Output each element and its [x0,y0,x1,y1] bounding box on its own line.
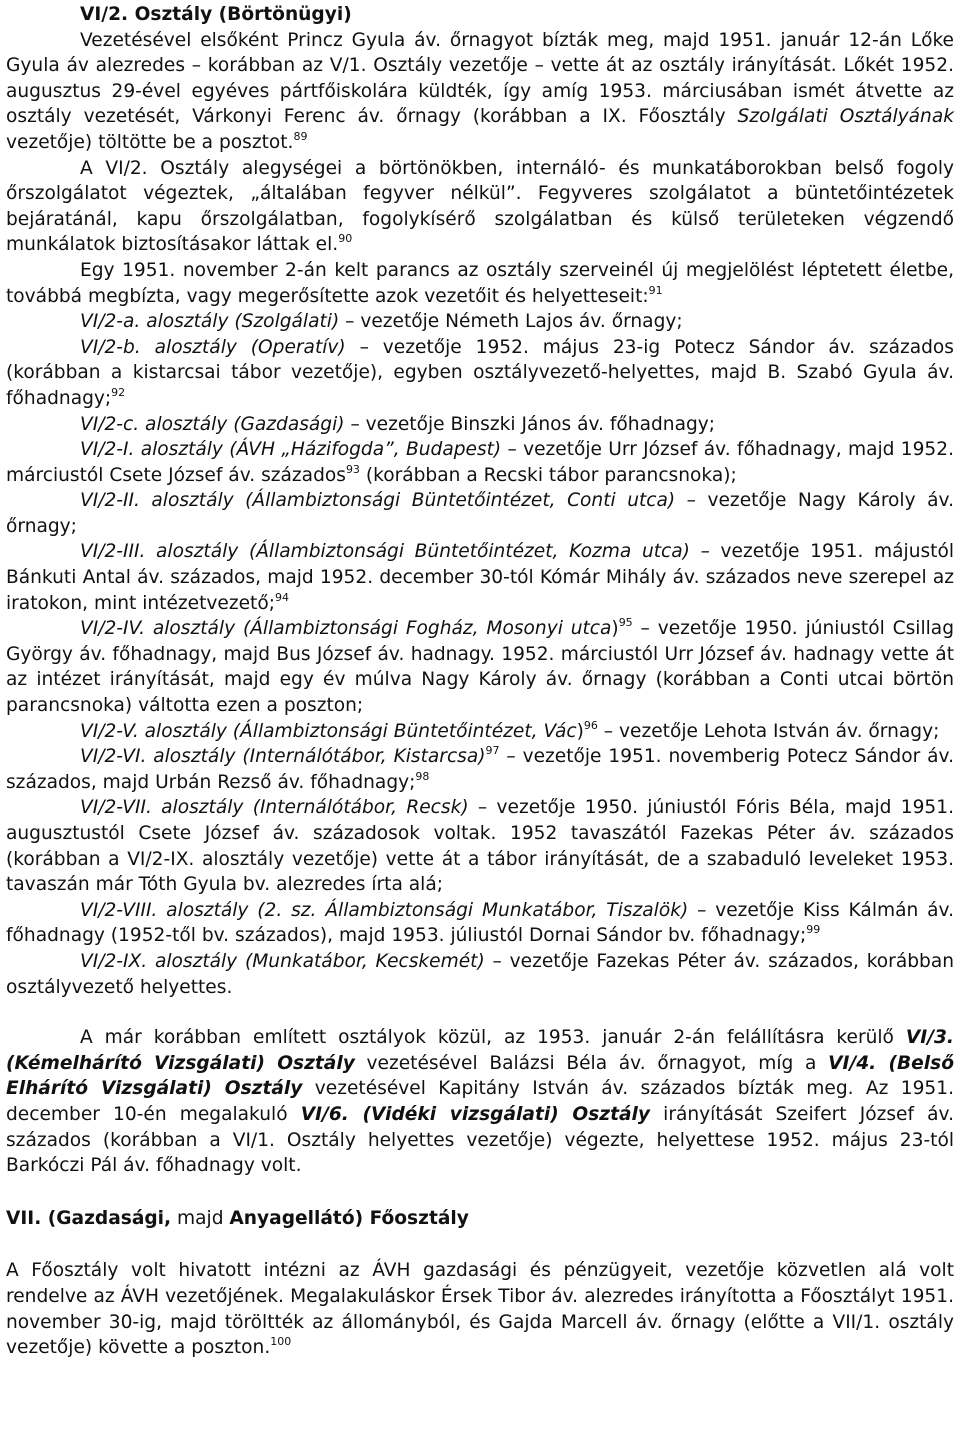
paragraph-text: A VI/2. Osztály alegységei a börtönökben, internáló- és munkatáborokban belső fogoly őrszolgálatot végeztek, „általában fegyver nélkül”. Fegyveres szolgálatot a büntetőintézetek bejáratánál, kapu őrszolgálatban, fogolykísérő szolgálatban és külső területeken végzendő munkálatok biztosításakor láttak el. [6,157,954,256]
unit-vi2-a [6,309,954,335]
unit-name-vi6: VI/6. (Vidéki vizsgálati) Osztály [300,1103,651,1125]
unit-text: – vezetője Németh Lajos áv. őrnagy; [339,311,683,333]
unit-text: – vezetője 1952. május 23-ig Potecz Sándor áv. százados (korábban a kistarcsai tábor vezetője), egyben osztályvezető-helyettes, majd B. Szabó Gyula áv. főhadnagy; [6,336,954,409]
spacer [6,1231,954,1258]
unit-vi2-i [6,437,954,488]
section-vii-paragraph-1 [6,1258,954,1360]
footnote-100: 100 [270,1335,292,1349]
unit-name: VI/2-IV. alosztály (Állambiztonsági Fogház, Mosonyi utca [80,618,612,640]
section-vii-heading [6,1206,954,1232]
unit-text: – vezetője Kiss Kálmán áv. főhadnagy (1952-től bv. százados), majd 1953. júliustól Dornai Sándor bv. főhadnagy; [6,899,954,947]
section-vi2-paragraph-3 [6,258,954,309]
paragraph-text: vezetője) töltötte be a posztot. [6,131,294,153]
unit-text: – vezetője Urr József áv. főhadnagy, majd 1952. márciustól Csete József áv. százados [6,439,954,486]
footnote-95: 95 [618,616,633,630]
section-vi2-paragraph-2 [6,156,954,258]
section-vii-title-part: majd [171,1207,230,1229]
unit-vi2-ii [6,488,954,539]
section-vi2-heading [6,2,954,28]
unit-vi2-c [6,412,954,438]
unit-text: – vezetője Binszki János áv. főhadnagy; [344,413,716,435]
spacer [6,1179,954,1206]
unit-name-vi3: VI/3. (Kémelhárító Vizsgálati) Osztály [6,1027,954,1074]
document-page [6,2,954,1361]
footnote-99: 99 [806,923,821,937]
unit-text: – vezetője Nagy Károly áv. őrnagy; [6,490,954,537]
paragraph-text: vezetésével Balázsi Béla áv. őrnagyot, míg a [354,1052,829,1074]
paragraph-text: vezetésével Kapitány István áv. százados bízták meg. Az 1951. december 10-én megalakuló [6,1078,954,1125]
footnote-98: 98 [415,769,430,783]
unit-name: VI/2-b. alosztály (Operatív) [80,336,346,358]
unit-text: – vezetője Fazekas Péter áv. százados, korábban osztályvezető helyettes. [6,950,955,998]
unit-name: VI/2-VII. alosztály (Internálótábor, Recsk) [80,797,469,819]
footnote-89: 89 [293,129,308,143]
paragraph-text: Vezetésével elsőként Princz Gyula áv. őrnagyot bízták meg, majd 1951. január 12-án Lőke Gyula áv alezredes – korábban az V/1. Osztály vezetője – vette át az osztály irányítását. Lőkét 1952. augusztus 29-ével egyéves pártfőiskolára küldték, így amíg 1953. márciusában ismét átvette az osztály vezetését, Várkonyi Ferenc áv. őrnagy (korábban a IX. Főosztály [6,29,954,128]
unit-vi2-viii [6,898,954,949]
footnote-92: 92 [111,385,126,399]
unit-name: VI/2-I. alosztály (ÁVH „Házifogda”, Budapest) [80,439,502,461]
unit-text: (korábban a Recski tábor parancsnoka); [359,464,737,486]
section-vii-title-part: VII. (Gazdasági, [6,1207,172,1229]
footnote-93: 93 [345,462,360,476]
unit-vi2-iv [6,616,954,718]
unit-text: – vezetője Lehota István áv. őrnagy; [597,720,940,742]
unit-text: – vezetője 1950. júniustól Csillag György áv. főhadnagy, majd Bus József áv. hadnagy. 1952. márciustól Urr József áv. hadnagy vette át az intézet irányítását, majd egy év múlva Nagy Károly áv. őrnagy (korábban a Conti utcai börtön parancsnoka) váltotta ezen a poszton; [6,618,954,717]
unit-name-vi4: VI/4. (Belső Elhárító Vizsgálati) Osztály [6,1052,954,1100]
section-vi3-paragraph [6,1025,954,1179]
section-vi2-paragraph-1 [6,28,954,156]
unit-name: VI/2-III. alosztály (Állambiztonsági Büntetőintézet, Kozma utca) [80,541,690,563]
unit-name: VI/2-a. alosztály (Szolgálati) [80,311,340,333]
paragraph-text: A már korábban említett osztályok közül, az 1953. január 2-án felállításra kerülő [80,1027,906,1049]
unit-vi2-vi [6,744,954,795]
unit-name: VI/2-II. alosztály (Állambiztonsági Büntetőintézet, Conti utca) [80,490,676,512]
footnote-96: 96 [583,718,598,732]
unit-name: VI/2-V. alosztály (Állambiztonsági Büntetőintézet, Vác [80,720,577,742]
paragraph-text: A Főosztály volt hivatott intézni az ÁVH gazdasági és pénzügyeit, vezetője közvetlen alá volt rendelve az ÁVH vezetőjének. Megalakuláskor Érsek Tibor áv. alezredes irányította a Főosztályt 1951. november 30-ig, majd töröltték az állományból, és Gajda Marcell áv. őrnagy (előtte a VII/1. osztály vezetője) követte a poszton. [6,1260,954,1359]
unit-text: – vezetője 1951. májustól Bánkuti Antal áv. százados, majd 1952. december 30-tól Kómár Mihály áv. százados neve szerepel az iratokon, mint intézetvezető; [6,541,954,614]
unit-name: VI/2-c. alosztály (Gazdasági) [80,413,345,435]
unit-vi2-vii [6,795,954,897]
unit-vi2-b [6,335,954,412]
unit-vi2-ix [6,949,954,1000]
paragraph-text: irányítását Szeifert József áv. százados (korábban a VI/1. Osztály helyettes vezetője) végezte, helyettese 1952. május 23-tól Barkóczi Pál áv. főhadnagy volt. [6,1103,954,1177]
unit-text: ) [576,720,584,742]
footnote-91: 91 [648,283,663,297]
footnote-94: 94 [274,590,289,604]
section-vii-title-part: Anyagellátó) Főosztály [229,1207,469,1229]
footnote-90: 90 [338,232,353,246]
unit-text: – vezetője 1950. júniustól Fóris Béla, majd 1951. augusztustól Csete József áv. századosok voltak. 1952 tavaszától Fazekas Péter áv. százados (korábban a VI/2-IX. alosztály vezetője) vette át a tábor irányítását, de a szabaduló leveleket 1953. tavaszán már Tóth Gyula bv. alezredes írta alá; [6,797,954,896]
spacer [6,1000,954,1025]
unit-text: ) [611,618,619,640]
unit-name: VI/2-VIII. alosztály (2. sz. Állambiztonsági Munkatábor, Tiszalök) [80,899,689,921]
unit-name: VI/2-VI. alosztály (Internálótábor, Kistarcsa) [80,746,486,768]
unit-vi2-iii [6,539,954,616]
unit-text: – vezetője 1951. novemberig Potecz Sándor áv. százados, majd Urbán Rezső áv. főhadnagy; [6,746,954,793]
section-vi2-title: VI/2. Osztály (Börtönügyi) [80,4,352,25]
footnote-97: 97 [485,744,500,758]
paragraph-text: Egy 1951. november 2-án kelt parancs az osztály szerveinél új megjelölést léptetett életbe, továbbá megbízta, vagy megerősítette azok vezetőit és helyetteseit: [6,259,954,307]
paragraph-italic-text: Szolgálati Osztályának [737,106,954,128]
unit-vi2-v [6,719,954,745]
unit-name: VI/2-IX. alosztály (Munkatábor, Kecskemét) [80,950,485,972]
